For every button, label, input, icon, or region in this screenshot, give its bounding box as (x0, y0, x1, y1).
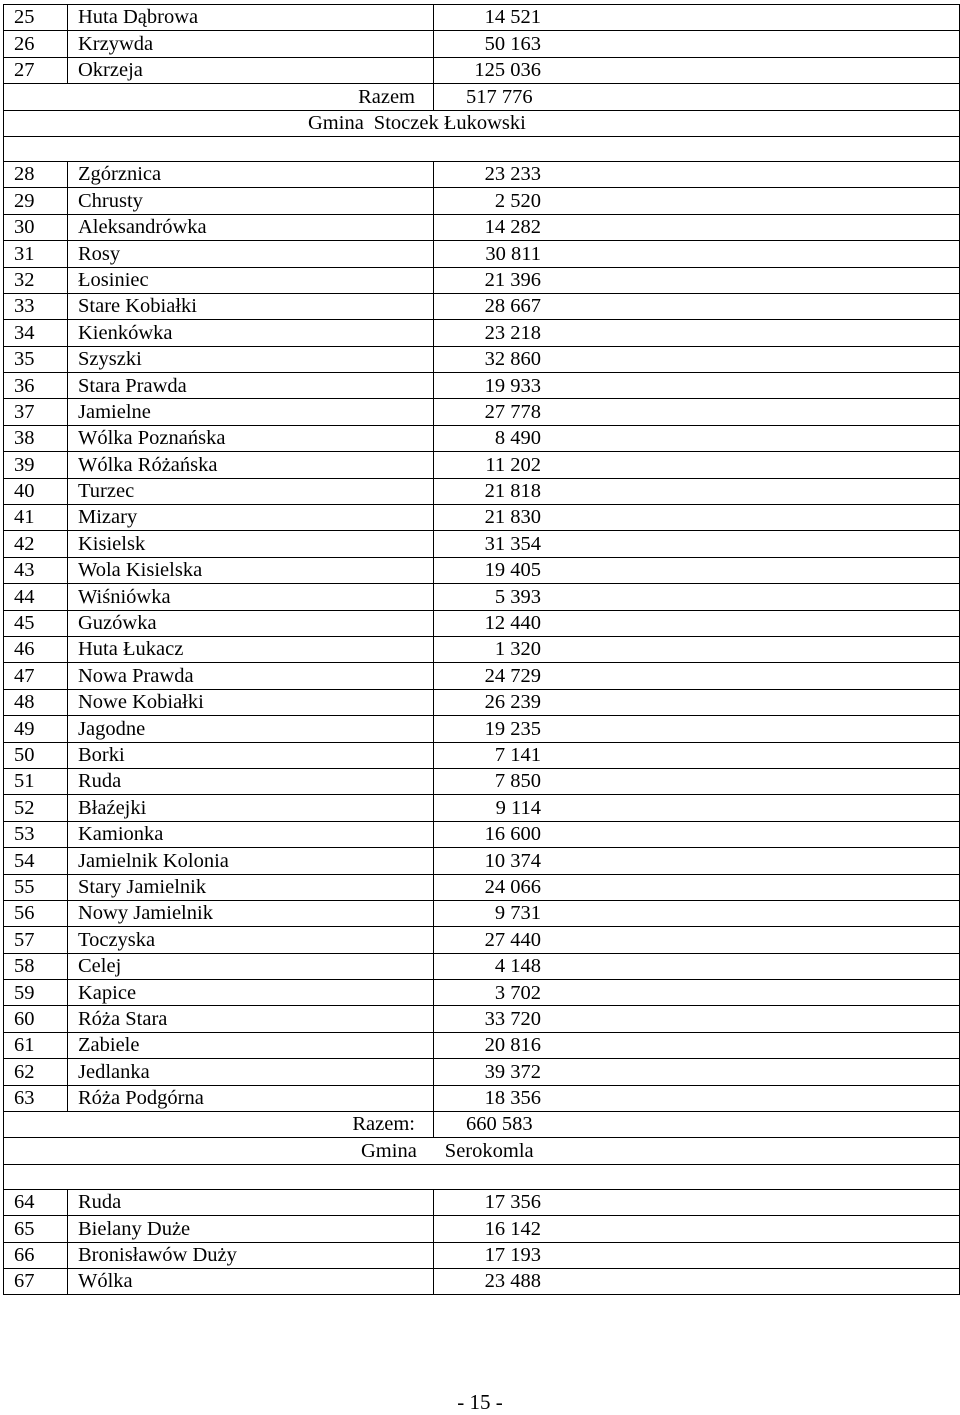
locality-name: Krzywda (68, 31, 434, 57)
row-number: 58 (4, 953, 68, 979)
locality-value: 14 282 (434, 214, 960, 240)
table-row (4, 320, 960, 346)
row-number: 40 (4, 478, 68, 504)
locality-value: 20 816 (434, 1032, 960, 1058)
row-number: 61 (4, 1032, 68, 1058)
table-row (4, 399, 960, 425)
locality-value: 7 141 (434, 742, 960, 768)
locality-name: Okrzeja (68, 57, 434, 83)
locality-value: 16 142 (434, 1216, 960, 1242)
total-row (4, 84, 960, 110)
row-number: 60 (4, 1006, 68, 1032)
table-row (4, 795, 960, 821)
locality-name: Huta Dąbrowa (68, 5, 434, 31)
row-number: 35 (4, 346, 68, 372)
locality-name: Chrusty (68, 188, 434, 214)
total-row (4, 1112, 960, 1138)
row-number: 30 (4, 214, 68, 240)
locality-name: Huta Łukacz (68, 636, 434, 662)
table-row (4, 689, 960, 715)
row-number: 39 (4, 452, 68, 478)
table-row (4, 927, 960, 953)
gmina-name: Stoczek Łukowski (373, 112, 526, 134)
table-row (4, 1006, 960, 1032)
table-row (4, 241, 960, 267)
row-number: 55 (4, 874, 68, 900)
locality-name: Kisielsk (68, 531, 434, 557)
locality-name: Ruda (68, 1189, 434, 1215)
locality-name: Jagodne (68, 716, 434, 742)
table-row (4, 373, 960, 399)
locality-name: Zgórznica (68, 161, 434, 187)
locality-value: 32 860 (434, 346, 960, 372)
locality-value: 28 667 (434, 293, 960, 319)
locality-name: Stary Jamielnik (68, 874, 434, 900)
total-label: Razem: (4, 1112, 434, 1138)
row-number: 28 (4, 161, 68, 187)
table-row (4, 953, 960, 979)
table-row (4, 557, 960, 583)
locality-value: 10 374 (434, 848, 960, 874)
locality-name: Zabiele (68, 1032, 434, 1058)
locality-name: Rosy (68, 241, 434, 267)
row-number: 34 (4, 320, 68, 346)
locality-value: 9 114 (434, 795, 960, 821)
table-row (4, 1216, 960, 1242)
row-number: 37 (4, 399, 68, 425)
locality-value: 18 356 (434, 1085, 960, 1111)
locality-name: Jamielne (68, 399, 434, 425)
locality-name: Jamielnik Kolonia (68, 848, 434, 874)
row-number: 26 (4, 31, 68, 57)
row-number: 53 (4, 821, 68, 847)
locality-value: 50 163 (434, 31, 960, 57)
locality-value: 27 778 (434, 399, 960, 425)
row-number: 47 (4, 663, 68, 689)
locality-value: 23 218 (434, 320, 960, 346)
locality-value: 31 354 (434, 531, 960, 557)
locality-value: 2 520 (434, 188, 960, 214)
locality-name: Kapice (68, 980, 434, 1006)
locality-name: Borki (68, 742, 434, 768)
locality-name: Toczyska (68, 927, 434, 953)
row-number: 41 (4, 505, 68, 531)
table-row (4, 425, 960, 451)
row-number: 38 (4, 425, 68, 451)
locality-value: 5 393 (434, 584, 960, 610)
row-number: 51 (4, 768, 68, 794)
table-row (4, 31, 960, 57)
table-row (4, 768, 960, 794)
row-number: 62 (4, 1059, 68, 1085)
locality-value: 23 233 (434, 161, 960, 187)
locality-value: 24 729 (434, 663, 960, 689)
locality-value: 9 731 (434, 900, 960, 926)
locality-value: 23 488 (434, 1268, 960, 1294)
row-number: 27 (4, 57, 68, 83)
table-row (4, 267, 960, 293)
table-row (4, 1032, 960, 1058)
table-row (4, 1189, 960, 1215)
locality-value: 27 440 (434, 927, 960, 953)
gmina-heading (4, 1138, 960, 1164)
locality-name: Kienkówka (68, 320, 434, 346)
row-number: 56 (4, 900, 68, 926)
locality-name: Łosiniec (68, 267, 434, 293)
locality-value: 19 235 (434, 716, 960, 742)
row-number: 64 (4, 1189, 68, 1215)
locality-value: 30 811 (434, 241, 960, 267)
locality-name: Nowy Jamielnik (68, 900, 434, 926)
total-value: 517 776 (434, 84, 960, 110)
locality-name: Bielany Duże (68, 1216, 434, 1242)
table-row (4, 1059, 960, 1085)
gmina-label: Gmina (361, 1139, 417, 1162)
table-row (4, 57, 960, 83)
locality-name: Róża Podgórna (68, 1085, 434, 1111)
locality-name: Wólka Poznańska (68, 425, 434, 451)
row-number: 25 (4, 5, 68, 31)
locality-name: Guzówka (68, 610, 434, 636)
locality-value: 7 850 (434, 768, 960, 794)
gmina-heading (4, 110, 960, 136)
locality-name: Stara Prawda (68, 373, 434, 399)
locality-value: 17 356 (434, 1189, 960, 1215)
row-number: 65 (4, 1216, 68, 1242)
gmina-heading-row (4, 1138, 960, 1164)
table-row (4, 478, 960, 504)
locality-name: Szyszki (68, 346, 434, 372)
table-row (4, 980, 960, 1006)
table-row (4, 874, 960, 900)
table-row (4, 161, 960, 187)
row-number: 49 (4, 716, 68, 742)
row-number: 59 (4, 980, 68, 1006)
locality-value: 26 239 (434, 689, 960, 715)
row-number: 48 (4, 689, 68, 715)
row-number: 36 (4, 373, 68, 399)
table-row (4, 346, 960, 372)
table-row (4, 531, 960, 557)
locality-name: Wólka (68, 1268, 434, 1294)
locality-name: Ruda (68, 768, 434, 794)
table-row (4, 584, 960, 610)
row-number: 54 (4, 848, 68, 874)
row-number: 50 (4, 742, 68, 768)
table-row (4, 1268, 960, 1294)
gmina-name: Serokomla (444, 1139, 534, 1162)
blank-row (4, 1164, 960, 1189)
row-number: 43 (4, 557, 68, 583)
table-row (4, 900, 960, 926)
locality-name: Celej (68, 953, 434, 979)
locality-name: Nowa Prawda (68, 663, 434, 689)
gmina-heading-row (4, 110, 960, 136)
row-number: 42 (4, 531, 68, 557)
row-number: 29 (4, 188, 68, 214)
locality-value: 24 066 (434, 874, 960, 900)
locality-name: Nowe Kobiałki (68, 689, 434, 715)
locality-name: Mizary (68, 505, 434, 531)
locality-name: Bronisławów Duży (68, 1242, 434, 1268)
row-number: 63 (4, 1085, 68, 1111)
table-row (4, 610, 960, 636)
table-row (4, 5, 960, 31)
locality-value: 4 148 (434, 953, 960, 979)
total-value: 660 583 (434, 1112, 960, 1138)
table-row (4, 452, 960, 478)
row-number: 44 (4, 584, 68, 610)
locality-value: 39 372 (434, 1059, 960, 1085)
table-row (4, 716, 960, 742)
locality-name: Róża Stara (68, 1006, 434, 1032)
gmina-label: Gmina (308, 112, 364, 134)
table-row (4, 821, 960, 847)
locality-name: Stare Kobiałki (68, 293, 434, 319)
table-row (4, 1085, 960, 1111)
table-row (4, 505, 960, 531)
table-row (4, 848, 960, 874)
table-row (4, 188, 960, 214)
settlements-table (3, 4, 960, 1295)
table-row (4, 742, 960, 768)
locality-value: 19 405 (434, 557, 960, 583)
row-number: 57 (4, 927, 68, 953)
locality-name: Jedlanka (68, 1059, 434, 1085)
locality-name: Wiśniówka (68, 584, 434, 610)
locality-value: 8 490 (434, 425, 960, 451)
row-number: 32 (4, 267, 68, 293)
locality-name: Aleksandrówka (68, 214, 434, 240)
table-row (4, 636, 960, 662)
locality-name: Wola Kisielska (68, 557, 434, 583)
table-row (4, 1242, 960, 1268)
row-number: 67 (4, 1268, 68, 1294)
row-number: 33 (4, 293, 68, 319)
total-label: Razem (4, 84, 434, 110)
table-row (4, 663, 960, 689)
locality-value: 21 830 (434, 505, 960, 531)
row-number: 66 (4, 1242, 68, 1268)
locality-value: 17 193 (434, 1242, 960, 1268)
blank-cell (4, 136, 960, 161)
locality-value: 12 440 (434, 610, 960, 636)
locality-value: 19 933 (434, 373, 960, 399)
row-number: 45 (4, 610, 68, 636)
locality-value: 125 036 (434, 57, 960, 83)
table-row (4, 293, 960, 319)
locality-name: Turzec (68, 478, 434, 504)
row-number: 31 (4, 241, 68, 267)
page-number: - 15 - (457, 1390, 503, 1414)
locality-value: 16 600 (434, 821, 960, 847)
blank-cell (4, 1164, 960, 1189)
row-number: 46 (4, 636, 68, 662)
locality-value: 1 320 (434, 636, 960, 662)
locality-value: 14 521 (434, 5, 960, 31)
locality-name: Wólka Różańska (68, 452, 434, 478)
settlements-table-body (4, 5, 960, 1295)
blank-row (4, 136, 960, 161)
locality-value: 21 396 (434, 267, 960, 293)
locality-value: 33 720 (434, 1006, 960, 1032)
table-row (4, 214, 960, 240)
locality-value: 21 818 (434, 478, 960, 504)
locality-name: Kamionka (68, 821, 434, 847)
row-number: 52 (4, 795, 68, 821)
locality-value: 11 202 (434, 452, 960, 478)
locality-value: 3 702 (434, 980, 960, 1006)
locality-name: Błaźejki (68, 795, 434, 821)
